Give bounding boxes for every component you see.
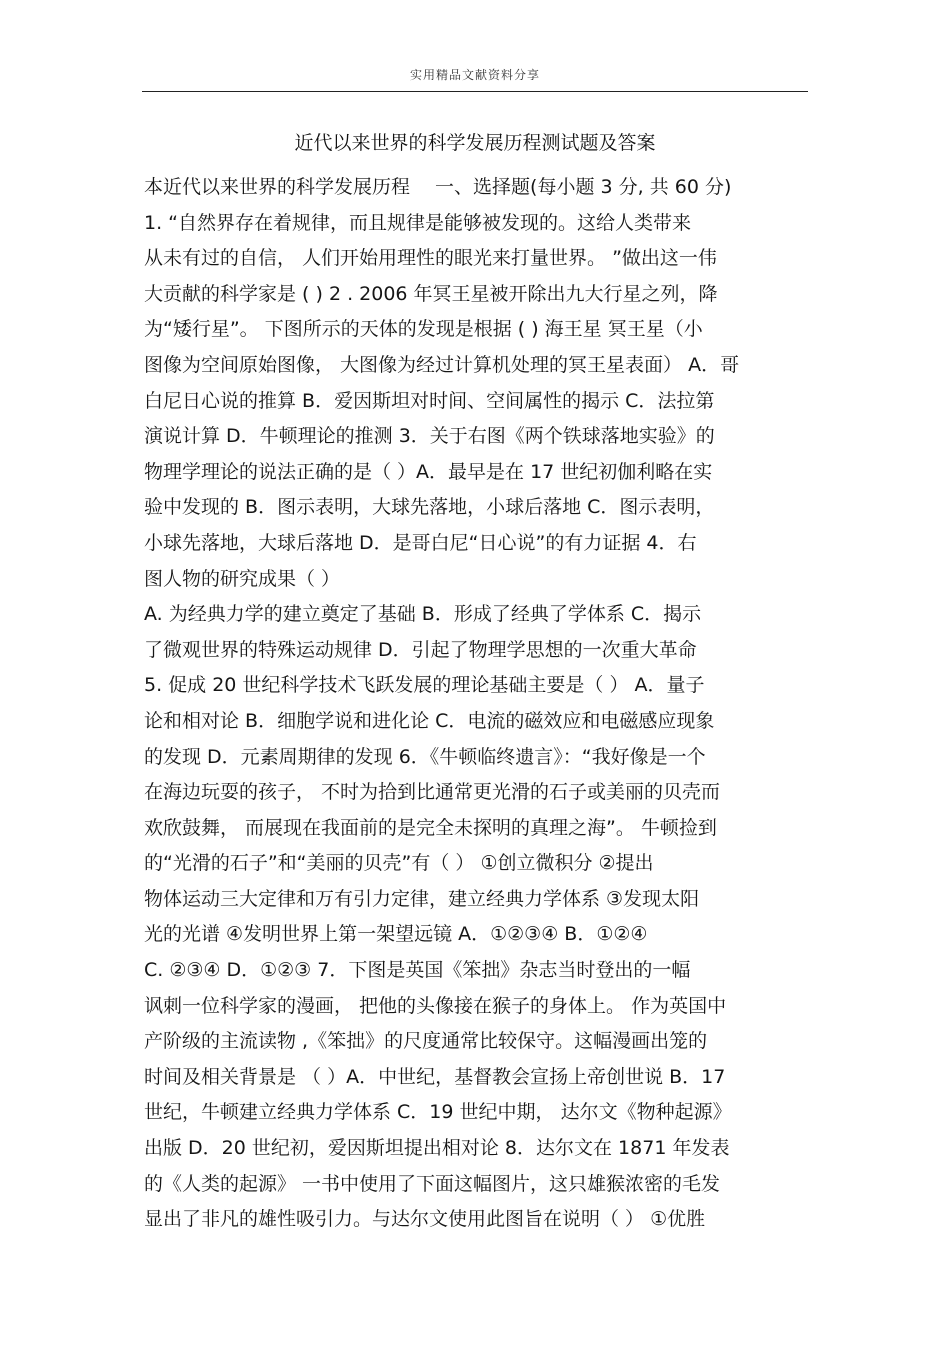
text-line: 的《人类的起源》 一书中使用了下面这幅图片，这只雄猴浓密的毛发 — [144, 1172, 721, 1195]
text-line: 产阶级的主流读物 ,《笨拙》的尺度通常比较保守。这幅漫画出笼的 — [144, 1030, 708, 1053]
text-line: 欢欣鼓舞， 而展现在我面前的是完全未探明的真理之海”。 牛顿捡到 — [144, 816, 717, 839]
text-line: 本近代以来世界的科学发展历程 一、选择题(每小题 3 分, 共 60 分) — [144, 176, 732, 198]
text-line: 物体运动三大定律和万有引力定律，建立经典力学体系 ③发现太阳 — [144, 887, 700, 910]
text-line: 在海边玩耍的孩子， 不时为拾到比通常更光滑的石子或美丽的贝壳而 — [144, 781, 721, 804]
text-line: 5. 促成 20 世纪科学技术飞跃发展的理论基础主要是（ ） A．量子 — [144, 674, 705, 697]
document-body — [144, 170, 812, 1238]
text-line: 1. “自然界存在着规律，而且规律是能够被发现的。这给人类带来 — [144, 211, 692, 234]
text-line: 验中发现的 B．图示表明，大球先落地，小球后落地 C．图示表明， — [144, 496, 715, 519]
text-line: 了微观世界的特殊运动规律 D．引起了物理学思想的一次重大革命 — [144, 638, 697, 661]
text-line: 为“矮行星”。 下图所示的天体的发现是根据 ( ) 海王星 冥王星（小 — [144, 318, 703, 341]
text-line: A. 为经典力学的建立奠定了基础 B．形成了经典了学体系 C．揭示 — [144, 603, 702, 626]
text-line: 时间及相关背景是 （ ）A．中世纪，基督教会宣扬上帝创世说 B．17 — [144, 1065, 726, 1088]
text-line: 的发现 D．元素周期律的发现 6．《牛顿临终遗言》：“我好像是一个 — [144, 745, 706, 768]
text-line: 论和相对论 B．细胞学说和进化论 C．电流的磁效应和电磁感应现象 — [144, 709, 715, 732]
document-title: 近代以来世界的科学发展历程测试题及答案 — [294, 132, 656, 154]
text-line: 讽刺一位科学家的漫画， 把他的头像接在猴子的身体上。 作为英国中 — [144, 994, 727, 1017]
text-line: C. ②③④ D．①②③ 7．下图是英国《笨拙》杂志当时登出的一幅 — [144, 959, 691, 982]
text-line: 出版 D．20 世纪初，爱因斯坦提出相对论 8．达尔文在 1871 年发表 — [144, 1137, 730, 1160]
page-header: 实用精品文献资料分享 — [409, 68, 540, 82]
header-divider — [142, 91, 808, 92]
text-line: 从未有过的自信， 人们开始用理性的眼光来打量世界。 ”做出这一伟 — [144, 247, 717, 270]
text-line: 显出了非凡的雄性吸引力。与达尔文使用此图旨在说明（ ） ①优胜 — [144, 1208, 706, 1231]
text-line: 图人物的研究成果（ ） — [144, 567, 341, 590]
text-line: 演说计算 D．牛顿理论的推测 3．关于右图《两个铁球落地实验》的 — [144, 425, 715, 448]
text-line: 物理学理论的说法正确的是（ ）A．最早是在 17 世纪初伽利略在实 — [144, 460, 713, 483]
text-line: 小球先落地，大球后落地 D．是哥白尼“日心说”的有力证据 4．右 — [144, 531, 697, 554]
text-line: 图像为空间原始图像， 大图像为经过计算机处理的冥王星表面） A．哥 — [144, 353, 740, 376]
text-line: 的“光滑的石子”和“美丽的贝壳”有（ ） ①创立微积分 ②提出 — [144, 852, 654, 875]
text-line: 白尼日心说的推算 B．爱因斯坦对时间、空间属性的揭示 C．法拉第 — [144, 389, 715, 412]
text-line: 世纪，牛顿建立经典力学体系 C．19 世纪中期， 达尔文《物种起源》 — [144, 1101, 732, 1124]
text-line: 光的光谱 ④发明世界上第一架望远镜 A．①②③④ B．①②④ — [144, 923, 648, 946]
text-line: 大贡献的科学家是 ( ) 2 . 2006 年冥王星被开除出九大行星之列，降 — [144, 282, 718, 305]
